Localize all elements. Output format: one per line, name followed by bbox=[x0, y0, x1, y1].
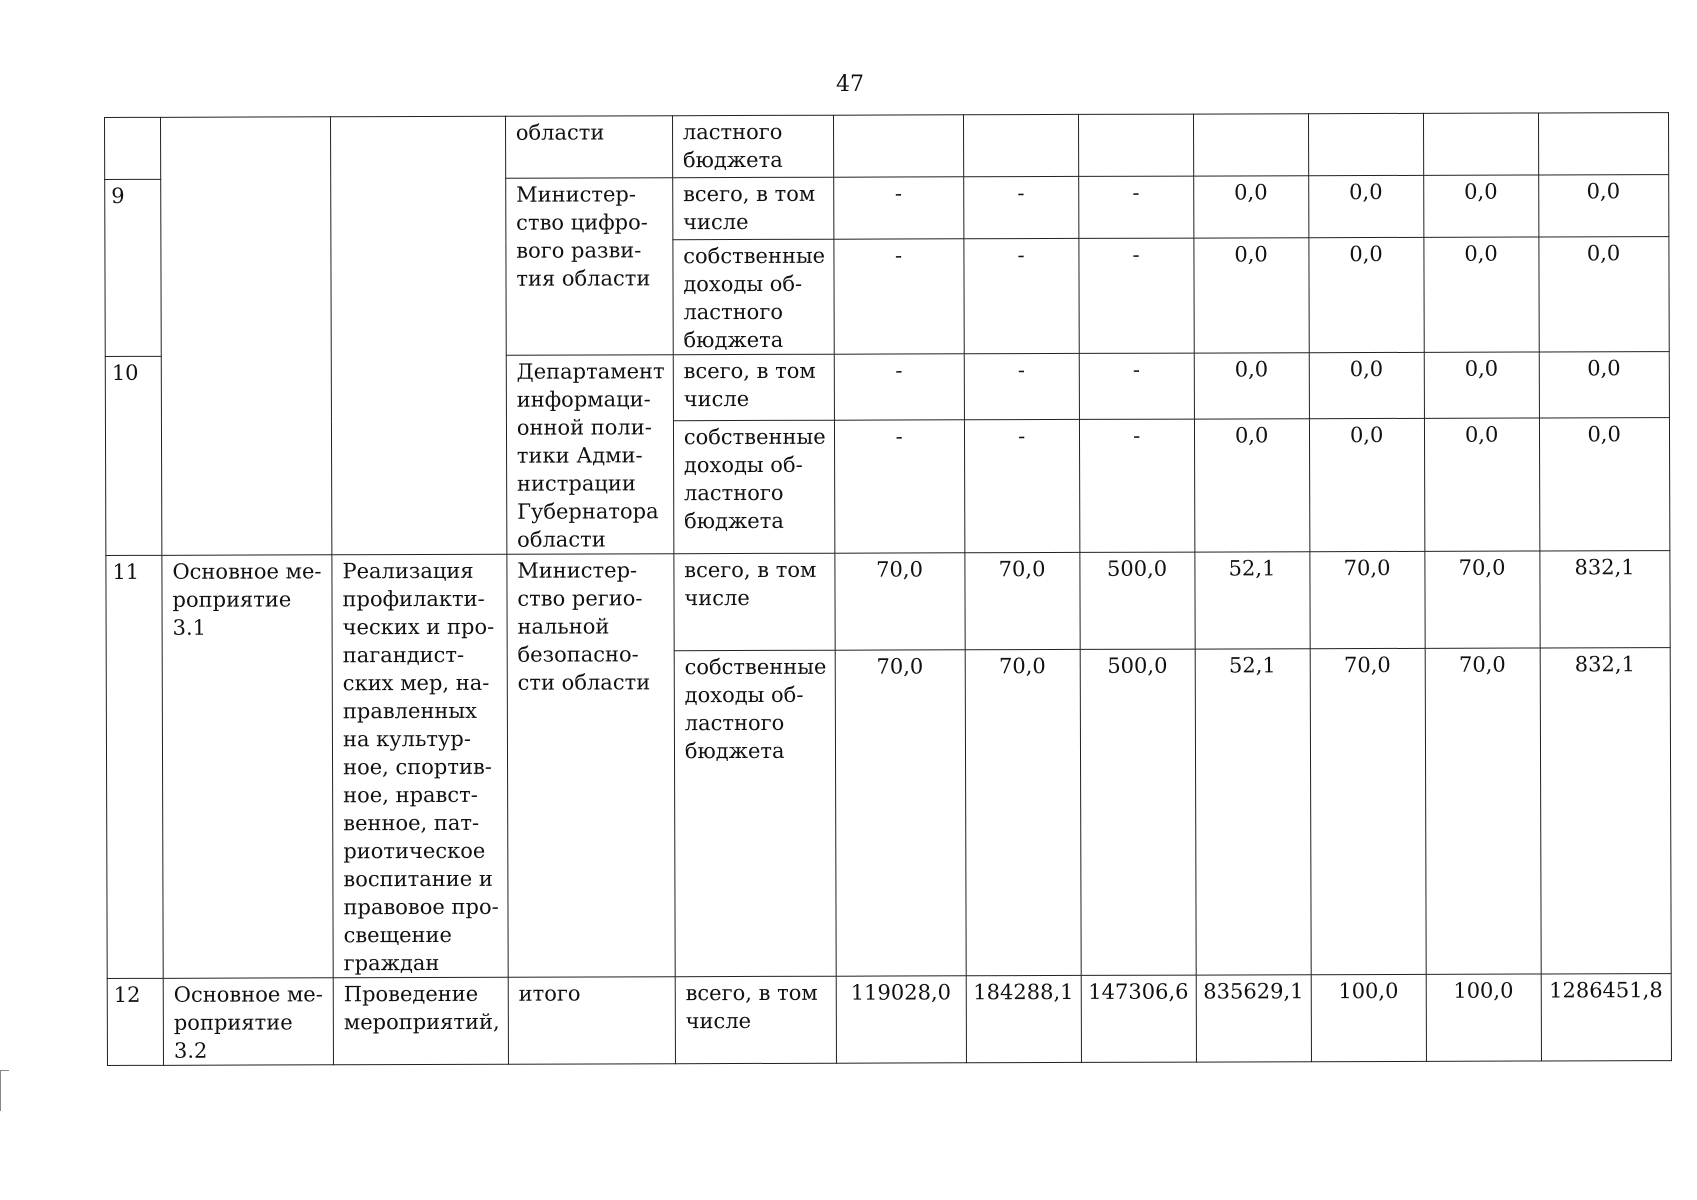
table-row bbox=[105, 113, 1669, 180]
value-cell: 70,0 bbox=[1425, 648, 1541, 975]
value-cell: 70,0 bbox=[965, 649, 1081, 976]
source-cell: всего, в том числе bbox=[674, 553, 835, 650]
source-cell: ластного бюджета bbox=[672, 115, 833, 178]
value-cell: 119028,0 bbox=[836, 976, 966, 1063]
value-cell: 184288,1 bbox=[966, 975, 1081, 1062]
value-cell: 70,0 bbox=[1309, 551, 1424, 648]
value-cell: 147306,6 bbox=[1081, 975, 1196, 1062]
row-number-cell: 11 bbox=[106, 555, 163, 978]
row-number-cell: 9 bbox=[105, 179, 162, 356]
value-cell: - bbox=[1079, 353, 1194, 419]
executor-cell: Департамент информаци- онной поли- тики Адми- нистрации Губернатора области bbox=[506, 355, 674, 555]
value-cell: 0,0 bbox=[1423, 175, 1538, 237]
value-cell: 0,0 bbox=[1539, 237, 1669, 352]
value-cell: - bbox=[834, 419, 964, 553]
value-cell: 0,0 bbox=[1539, 352, 1669, 418]
value-cell: - bbox=[963, 176, 1078, 238]
value-cell: 0,0 bbox=[1194, 418, 1309, 552]
source-cell: собственные доходы об- ластного бюджета bbox=[673, 239, 834, 355]
executor-cell: Министер- ство регио- нальной безопасно- сти области bbox=[507, 554, 675, 978]
value-cell: 500,0 bbox=[1080, 649, 1196, 976]
value-cell: 0,0 bbox=[1539, 417, 1669, 551]
value-cell: 832,1 bbox=[1540, 647, 1671, 974]
source-cell: всего, в том числе bbox=[675, 976, 836, 1064]
value-cell: 0,0 bbox=[1309, 237, 1424, 352]
value-cell: 500,0 bbox=[1079, 552, 1194, 649]
value-cell: - bbox=[833, 177, 963, 239]
value-cell bbox=[1193, 114, 1308, 176]
source-cell: собственные доходы об- ластного бюджета bbox=[674, 650, 836, 977]
value-cell: 70,0 bbox=[964, 552, 1079, 649]
value-cell bbox=[1538, 113, 1668, 175]
executor-cell: Министер- ство цифро- вого разви- тия области bbox=[506, 178, 674, 356]
value-cell: 52,1 bbox=[1195, 648, 1311, 975]
budget-table bbox=[104, 112, 1672, 1066]
table-row bbox=[106, 551, 1670, 653]
status-cell: Основное ме- роприятие 3.1 bbox=[162, 555, 333, 979]
value-cell: - bbox=[1079, 238, 1194, 353]
value-cell: 0,0 bbox=[1309, 352, 1424, 418]
page-number: 47 bbox=[836, 72, 864, 97]
value-cell: - bbox=[834, 354, 964, 420]
status-cell bbox=[161, 117, 332, 556]
value-cell: 0,0 bbox=[1308, 175, 1423, 237]
value-cell: 70,0 bbox=[1424, 551, 1539, 648]
value-cell: - bbox=[964, 238, 1079, 353]
value-cell bbox=[833, 115, 963, 177]
scan-margin-mark bbox=[0, 1070, 9, 1111]
value-cell: 1286451,8 bbox=[1541, 974, 1671, 1061]
value-cell: 52,1 bbox=[1194, 552, 1309, 649]
value-cell: - bbox=[834, 239, 964, 354]
value-cell: 100,0 bbox=[1426, 974, 1541, 1061]
value-cell: - bbox=[1078, 176, 1193, 238]
executor-cell: области bbox=[505, 116, 672, 179]
value-cell: - bbox=[964, 353, 1079, 419]
executor-cell: итого bbox=[508, 977, 675, 1065]
source-cell: всего, в том числе bbox=[673, 354, 834, 420]
value-cell: - bbox=[964, 419, 1079, 553]
value-cell: 0,0 bbox=[1424, 352, 1539, 418]
source-cell: всего, в том числе bbox=[673, 177, 834, 240]
name-cell: Реализация профилакти- ческих и про- пагандист- ских мер, на- правленных на культур- ное, спортив- ное, нравст- венное, пат- риотическое воспитание и правовое про- свещение граждан bbox=[332, 554, 508, 978]
value-cell: 0,0 bbox=[1424, 237, 1539, 352]
value-cell: 70,0 bbox=[835, 649, 966, 976]
source-cell: собственные доходы об- ластного бюджета bbox=[673, 420, 834, 554]
row-number-cell: 10 bbox=[105, 356, 162, 555]
value-cell: 0,0 bbox=[1424, 418, 1539, 552]
value-cell: 0,0 bbox=[1309, 418, 1424, 552]
value-cell bbox=[963, 114, 1078, 176]
value-cell: 0,0 bbox=[1193, 176, 1308, 238]
value-cell: 0,0 bbox=[1194, 353, 1309, 419]
value-cell bbox=[1308, 113, 1423, 175]
status-cell: Основное ме- роприятие 3.2 bbox=[163, 978, 333, 1066]
value-cell bbox=[1423, 113, 1538, 175]
name-cell bbox=[331, 116, 507, 555]
value-cell: 70,0 bbox=[1310, 648, 1426, 975]
value-cell: 0,0 bbox=[1538, 175, 1668, 237]
value-cell: 0,0 bbox=[1194, 238, 1309, 353]
value-cell: - bbox=[1079, 419, 1194, 553]
value-cell: 70,0 bbox=[834, 553, 964, 650]
value-cell bbox=[1078, 114, 1193, 176]
row-number-cell: 12 bbox=[107, 978, 163, 1065]
name-cell: Проведение мероприятий, bbox=[333, 977, 508, 1065]
value-cell: 835629,1 bbox=[1196, 975, 1311, 1062]
row-number-cell bbox=[105, 117, 161, 179]
value-cell: 100,0 bbox=[1311, 974, 1426, 1061]
table-row bbox=[107, 974, 1671, 1066]
value-cell: 832,1 bbox=[1539, 551, 1669, 648]
